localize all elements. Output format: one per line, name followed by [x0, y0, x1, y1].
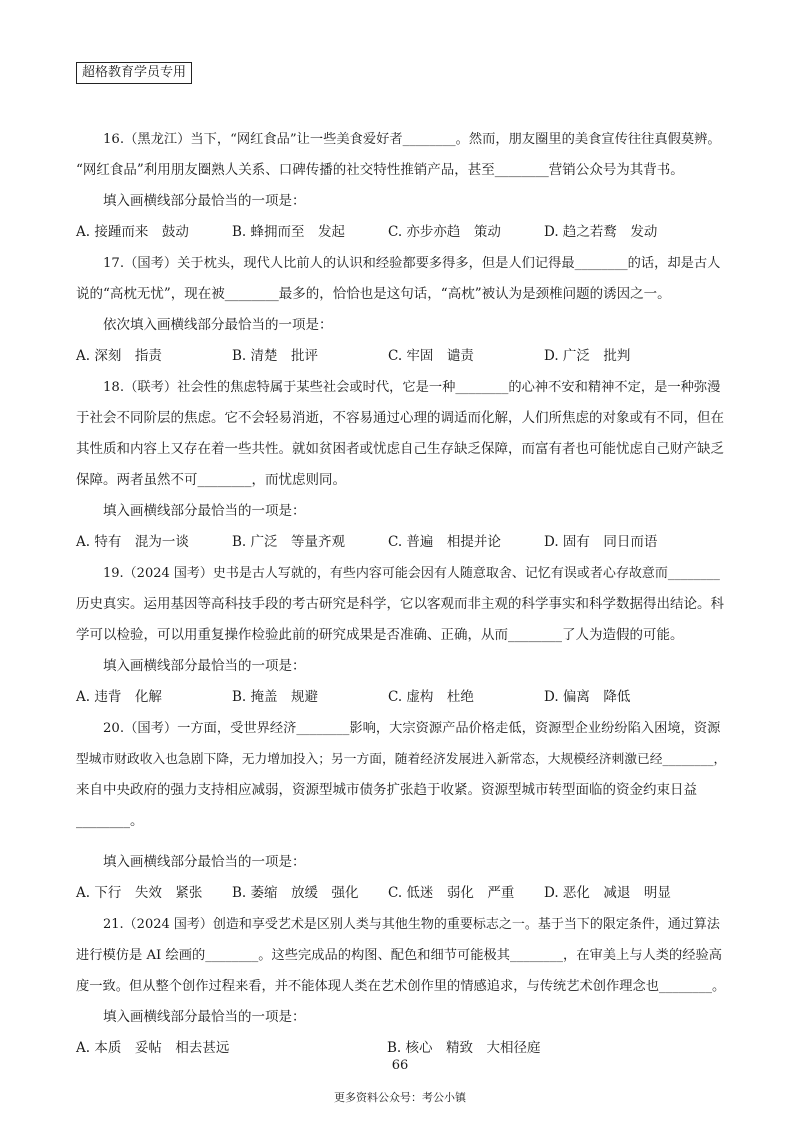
option-a: A. 特有 混为一谈: [76, 534, 189, 550]
option-a: A. 接踵而来 鼓动: [76, 224, 189, 240]
question-text-line: 保障。两者虽然不可________，而忧虑则同。: [76, 472, 346, 488]
option-d: D. 恶化 减退 明显: [544, 885, 671, 901]
option-d: D. 固有 同日而语: [544, 534, 658, 550]
option-b: B. 掩盖 规避: [232, 689, 319, 705]
option-d: D. 偏离 降低: [544, 689, 631, 705]
usage-badge: 超格教育学员专用: [76, 62, 192, 84]
page-number: 66: [391, 1058, 409, 1073]
option-a: A. 下行 失效 紧张: [76, 885, 203, 901]
option-c: C. 普遍 相提并论: [388, 534, 501, 550]
footer-promo: 更多资料公众号：考公小镇: [334, 1091, 466, 1104]
option-c: C. 低迷 弱化 严重: [388, 885, 515, 901]
option-b: B. 清楚 批评: [232, 348, 319, 364]
option-c: C. 虚构 杜绝: [388, 689, 474, 705]
option-b: B. 萎缩 放缓 强化: [232, 885, 359, 901]
option-d: D. 趋之若鹜 发动: [544, 224, 658, 240]
question-text-line: 18.（联考）社会性的焦虑特属于某些社会或时代，它是一种________的心神不安和精神不定，是一种弥漫: [103, 380, 721, 395]
question-text-line: 度一致。但从整个创作过程来看，并不能体现人类在艺术创作里的情感追求，与传统艺术创作理念也________。: [76, 979, 726, 994]
question-19: [76, 558, 726, 713]
options-row: [76, 878, 726, 909]
options-row: [76, 341, 726, 372]
question-text-line: 历史真实。运用基因等高科技手段的考古研究是科学，它以客观而非主观的科学事实和科学数据得出结论。科: [76, 596, 724, 612]
question-20: [76, 713, 726, 909]
question-text-line: 型城市财政收入也急剧下降，无力增加投入；另一方面，随着经济发展进入新常态，大规模经济刺激已经________，: [76, 752, 727, 767]
option-a: A. 本质 妥帖 相去甚远: [76, 1040, 230, 1056]
question-prompt: 依次填入画横线部分最恰当的一项是：: [103, 317, 333, 333]
question-prompt: 填入画横线部分最恰当的一项是：: [103, 503, 306, 519]
option-b: B. 蜂拥而至 发起: [232, 224, 346, 240]
question-text-line: 于社会不同阶层的焦虑。它不会轻易消逝，不容易通过心理的调适而化解，人们所焦虑的对象或有不同，但在: [76, 410, 724, 426]
question-list: [76, 124, 726, 1064]
question-18: [76, 372, 726, 558]
options-row: [76, 682, 726, 713]
question-prompt: 填入画横线部分最恰当的一项是：: [103, 658, 306, 674]
option-c: C. 亦步亦趋 策动: [388, 224, 501, 240]
options-row: [76, 527, 726, 558]
question-17: [76, 248, 726, 372]
option-b: B. 广泛 等量齐观: [232, 534, 346, 550]
spacer: [76, 837, 726, 847]
question-text-line: 17.（国考）关于枕头，现代人比前人的认识和经验都要多得多，但是人们记得最________的话，却是古人: [103, 256, 721, 271]
question-prompt: 填入画横线部分最恰当的一项是：: [103, 854, 306, 870]
question-text-line: 16.（黑龙江）当下，“网红食品”让一些美食爱好者________。然而，朋友圈里的美食宣传往往真假莫辨。: [103, 132, 721, 147]
question-text-line: 说的“高枕无忧”，现在被________最多的，恰恰也是这句话，“高枕”被认为是颈椎问题的诱因之一。: [76, 286, 671, 302]
question-16: [76, 124, 726, 248]
option-a: A. 违背 化解: [76, 689, 162, 705]
question-text-line: 其性质和内容上又存在着一些共性。就如贫困者或忧虑自己生存缺乏保障，而富有者也可能忧虑自己财产缺乏: [76, 441, 724, 457]
question-21: [76, 909, 726, 1064]
question-text-line: 学可以检验，可以用重复操作检验此前的研究成果是否准确、正确，从而________了人为造假的可能。: [76, 627, 684, 643]
options-row: [76, 217, 726, 248]
question-prompt: 填入画横线部分最恰当的一项是：: [103, 193, 306, 209]
question-text-line: 来自中央政府的强力支持相应减弱，资源型城市债务扩张趋于收紧。资源型城市转型面临的资金约束日益: [76, 782, 697, 798]
option-c: C. 牢固 谴责: [388, 348, 474, 364]
option-d: D. 广泛 批判: [544, 348, 631, 364]
question-text-line: 进行模仿是 AI 绘画的________。这些完成品的构图、配色和细节可能极其________，在审美上与人类的经验高: [76, 948, 722, 963]
option-b: B. 核心 精致 大相径庭: [387, 1040, 541, 1056]
question-text-line: 21.（2024 国考）创造和享受艺术是区别人类与其他生物的重要标志之一。基于当下的限定条件，通过算法: [103, 917, 720, 932]
question-text-line: 19.（2024 国考）史书是古人写就的，有些内容可能会因有人随意取舍、记忆有误或者心存故意而________: [103, 566, 720, 581]
option-a: A. 深刻 指责: [76, 348, 162, 364]
question-text-line: “网红食品”利用朋友圈熟人关系、口碑传播的社交特性推销产品，甚至________营销公众号为其背书。: [76, 162, 684, 178]
question-prompt: 填入画横线部分最恰当的一项是：: [103, 1009, 306, 1025]
question-text-line: ________。: [76, 813, 144, 829]
question-text-line: 20.（国考）一方面，受世界经济________影响，大宗资源产品价格走低，资源型企业纷纷陷入困境，资源: [103, 721, 721, 736]
